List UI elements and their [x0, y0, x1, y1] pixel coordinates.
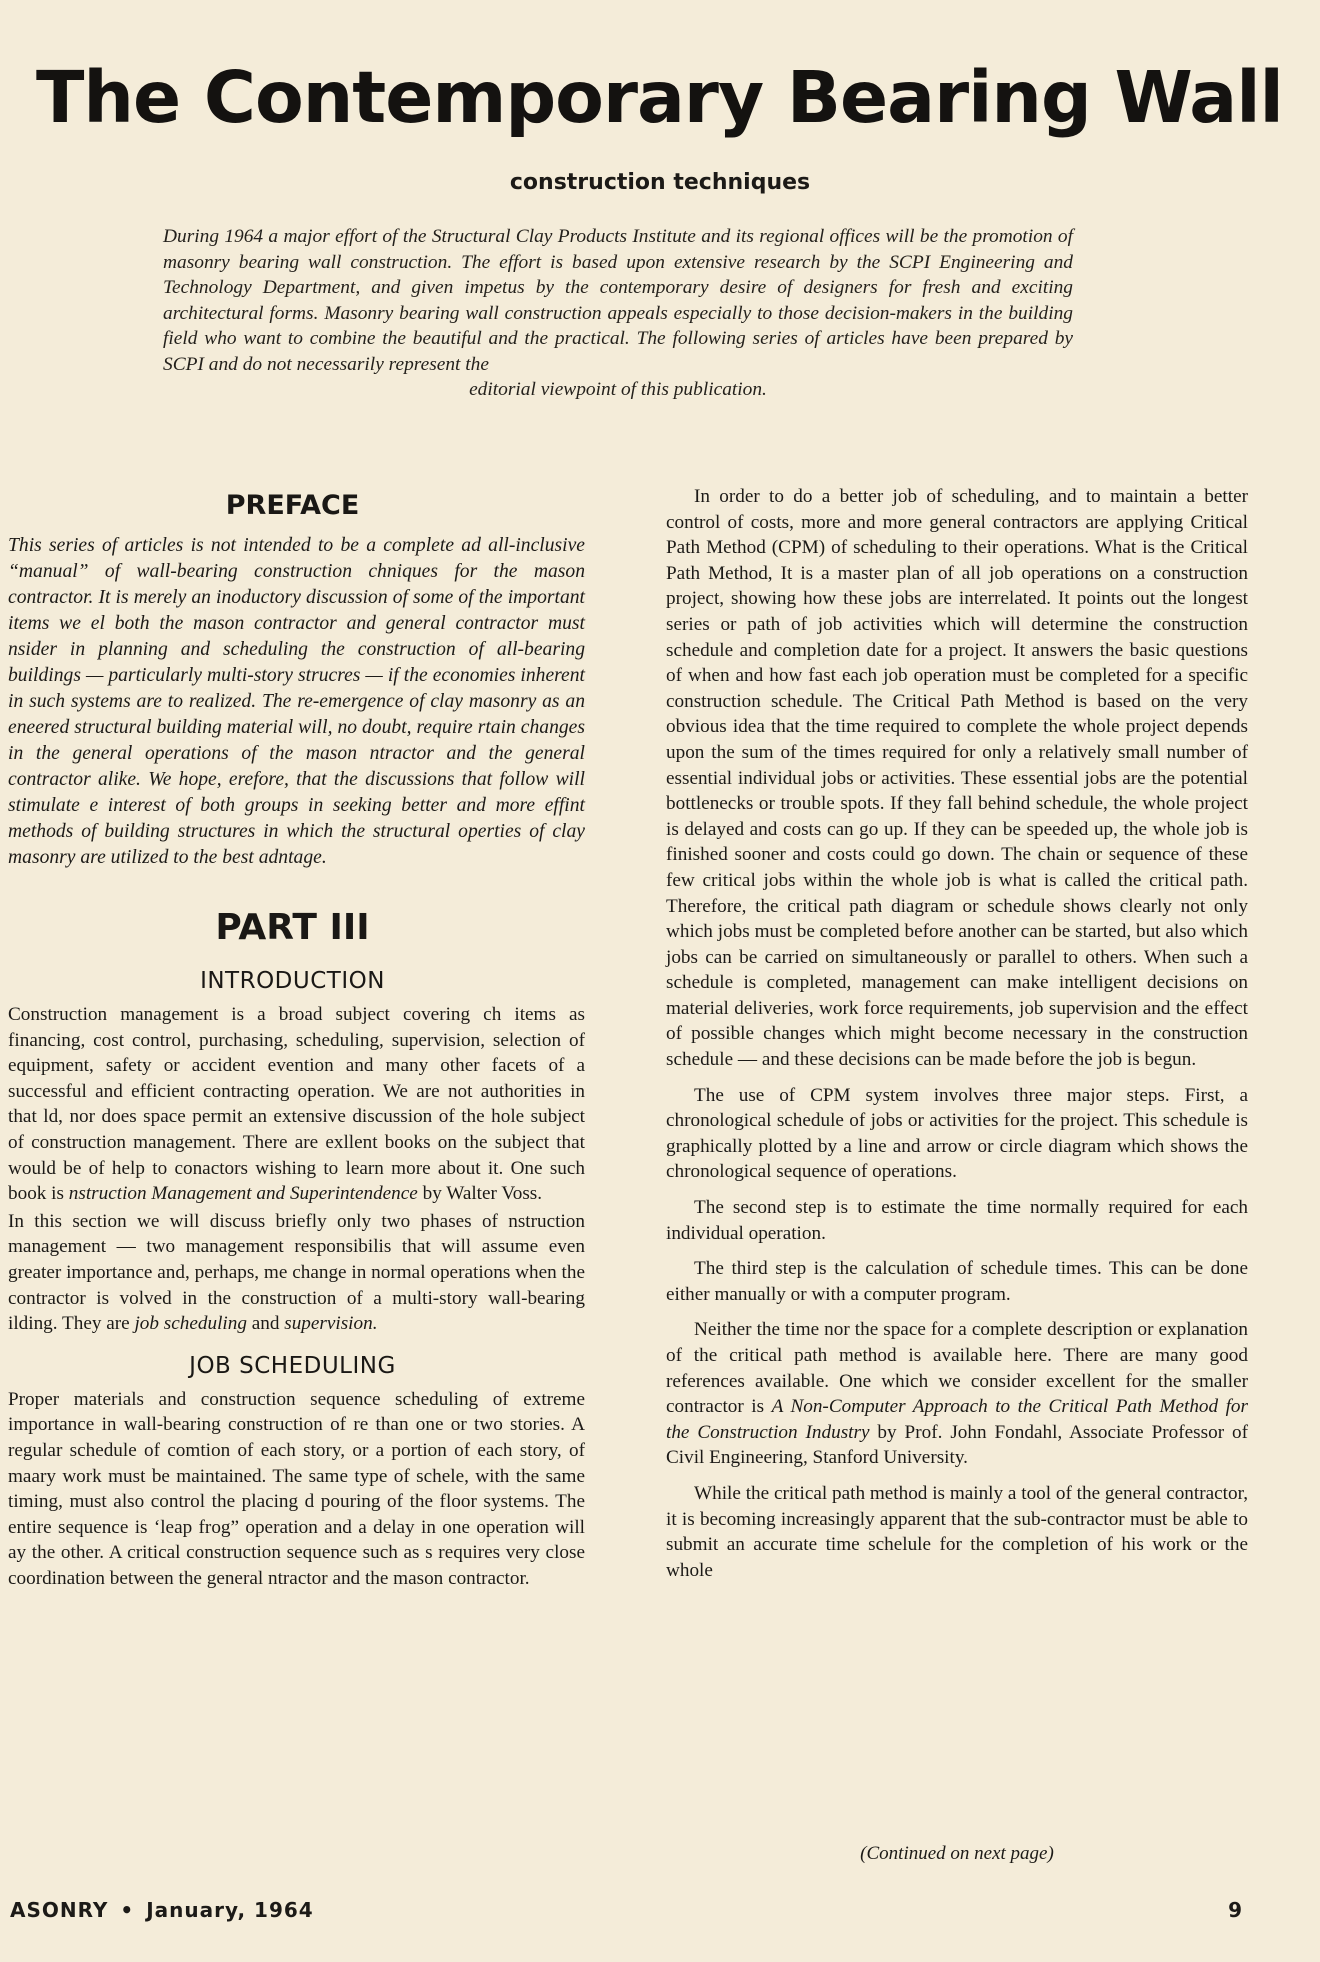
continued-note: (Continued on next page) — [860, 1843, 1054, 1864]
cpm-paragraph-1: In order to do a better job of scheduling, and to maintain a better control of costs, more and more general contractors are applying Critical Path Method (CPM) of scheduling to their operations. What is the Critical Path Method, It is a master plan of all job operations on a construction project, showing how these jobs are interrelated. It points out the longest series or path of job activities which will determine the construction schedule and completion date for a project. It answers the basic questions of when and how fast each job operation must be completed for a specific construction schedule. The Critical Path Method is based on the very obvious idea that the time required to complete the whole project depends upon the sum of the times required for only a relatively small number of essential individual jobs or activities. These essential jobs are the potential bottlenecks or trouble spots. If they fall behind schedule, the whole project is delayed and costs can go up. If they can be speeded up, the whole job is finished sooner and costs could go down. The chain or sequence of these few critical jobs within the whole job is what is called the critical path. Therefore, the critical path diagram or schedule shows clearly not only which jobs must be completed before another can be started, but also which jobs can be carried on simultaneously or parallel to others. When such a schedule is completed, management can make intelligent decisions on material deliveries, work force requirements, job supervision and the effect of possible changes which might become necessary in the construction schedule — and these decisions can be made before the job is begun. — [666, 486, 1248, 1071]
cpm-p5-end: by Prof. John Fondahl, Associate Professor of Civil Engineering, Stanford University. — [666, 1421, 1249, 1469]
bullet-separator: • — [120, 1898, 135, 1922]
cpm-paragraph-4: The third step is the calculation of schedule times. This can be done either manually or with a computer program. — [666, 1258, 1248, 1305]
issue-date: January, 1964 — [146, 1898, 314, 1922]
cpm-p5-book: A Non-Computer Approach to the Critical Path Method for the Construction Industry — [666, 1396, 1248, 1443]
preface-text: This series of articles is not intended to be a complete ad all-inclusive “manual” of wall-bearing construction chniques for the mason contractor. It is merely an inoductory discussion of some of the important items we el both the mason contractor and general contractor must nsider in planning and scheduling the construction of all-bearing buildings — particularly multi-story strucres — if the economies inherent in such systems are to realized. The re-emergence of clay masonry as an eneered structural building material will, no doubt, require rtain changes in the general operations of the mason ntractor and the general contractor alike. We hope, erefore, that the discussions that follow will stimulate e interest of both groups in seeking better and more effint methods of building structures in which the structural operties of clay masonry are utilized to the best adntage. — [8, 535, 585, 868]
job-scheduling-text: Proper materials and construction sequence scheduling of extreme importance in wall-bearing construction of re than one or two stories. A regular schedule of comtion of each story, or a portion of each story, of maary work must be maintained. The same type of schele, with the same timing, must also control the placing d pouring of the floor systems. The entire sequence is ‘leap frog” operation and a delay in one operation will ay the other. A critical construction sequence such as s requires very close coordination between the general ntractor and the mason contractor. — [8, 1388, 585, 1589]
right-column — [666, 484, 1248, 1593]
cpm-paragraph-6: While the critical path method is mainly a tool of the general contractor, it is becoming increasingly apparent that the sub-contractor must be able to submit an accurate time schelule for the completion of his work or the whole — [666, 1482, 1248, 1581]
intro-para1-end: by Walter Voss. — [422, 1183, 543, 1205]
intro-para1-text: Construction management is a broad subject covering ch items as financing, cost control, purchasing, scheduling, supervision, selection of equipment, safety or accident evention and many other facets of a successful and efficient contracting operation. We are not authorities in that ld, nor does space permit an extensive discussion of the hole subject of construction management. There are exllent books on the subject that would be of help to conactors wishing to learn more about it. One such book is — [8, 1004, 585, 1205]
intro-para2-and: and — [251, 1313, 280, 1335]
publication-name: ASONRY — [10, 1898, 109, 1922]
cpm-p5-text: Neither the time nor the space for a complete description or explanation of the critical path method is available here. There are many good references available. One which we consider excellent for the smaller contractor is — [666, 1319, 1248, 1418]
left-column — [0, 480, 585, 1593]
intro-last-line: editorial viewpoint of this publication. — [469, 379, 767, 400]
job-scheduling-heading: JOB SCHEDULING — [189, 1352, 396, 1379]
article-subtitle: construction techniques — [509, 170, 811, 195]
editor-intro — [163, 224, 1073, 403]
introduction-paragraph-2 — [0, 1209, 585, 1337]
part-heading: PART III — [215, 907, 370, 948]
preface-heading: PREFACE — [225, 490, 360, 521]
introduction-heading: INTRODUCTION — [200, 968, 385, 994]
intro-para1-book: nstruction Management and Superintendence — [68, 1183, 418, 1205]
page-number: 9 — [1228, 1898, 1242, 1922]
intro-para2-text: In this section we will discuss briefly only two phases of nstruction management — two management responsibilis that will assume even greater importance and, perhaps, me change in normal operations when the contractor is volved in the construction of a multi-story wall-bearing ilding. They are — [8, 1210, 585, 1335]
introduction-paragraph-1 — [0, 1002, 585, 1207]
footer-publication — [10, 1898, 314, 1922]
intro-para2-em2: supervision. — [284, 1313, 378, 1335]
article-title: The Contemporary Bearing Wall — [36, 56, 1283, 139]
cpm-paragraph-2: The use of CPM system involves three major steps. First, a chronological schedule of jobs or activities for the project. This schedule is graphically plotted by a line and arrow or circle diagram which shows the chronological sequence of operations. — [666, 1084, 1248, 1183]
cpm-paragraph-5 — [666, 1317, 1248, 1471]
cpm-paragraph-3: The second step is to estimate the time normally required for each individual operation. — [666, 1197, 1248, 1244]
intro-para2-em1: job scheduling — [134, 1313, 247, 1335]
intro-text: During 1964 a major effort of the Structural Clay Products Institute and its regional offices will be the promotion of masonry bearing wall construction. The effort is based upon extensive research by the SCPI Engineering and Technology Department, and given impetus by the contemporary desire of designers for fresh and exciting architectural forms. Masonry bearing wall construction appeals especially to those decision-makers in the building field who want to combine the beautiful and the practical. The following series of articles have been prepared by SCPI and do not necessarily represent the — [163, 226, 1073, 375]
